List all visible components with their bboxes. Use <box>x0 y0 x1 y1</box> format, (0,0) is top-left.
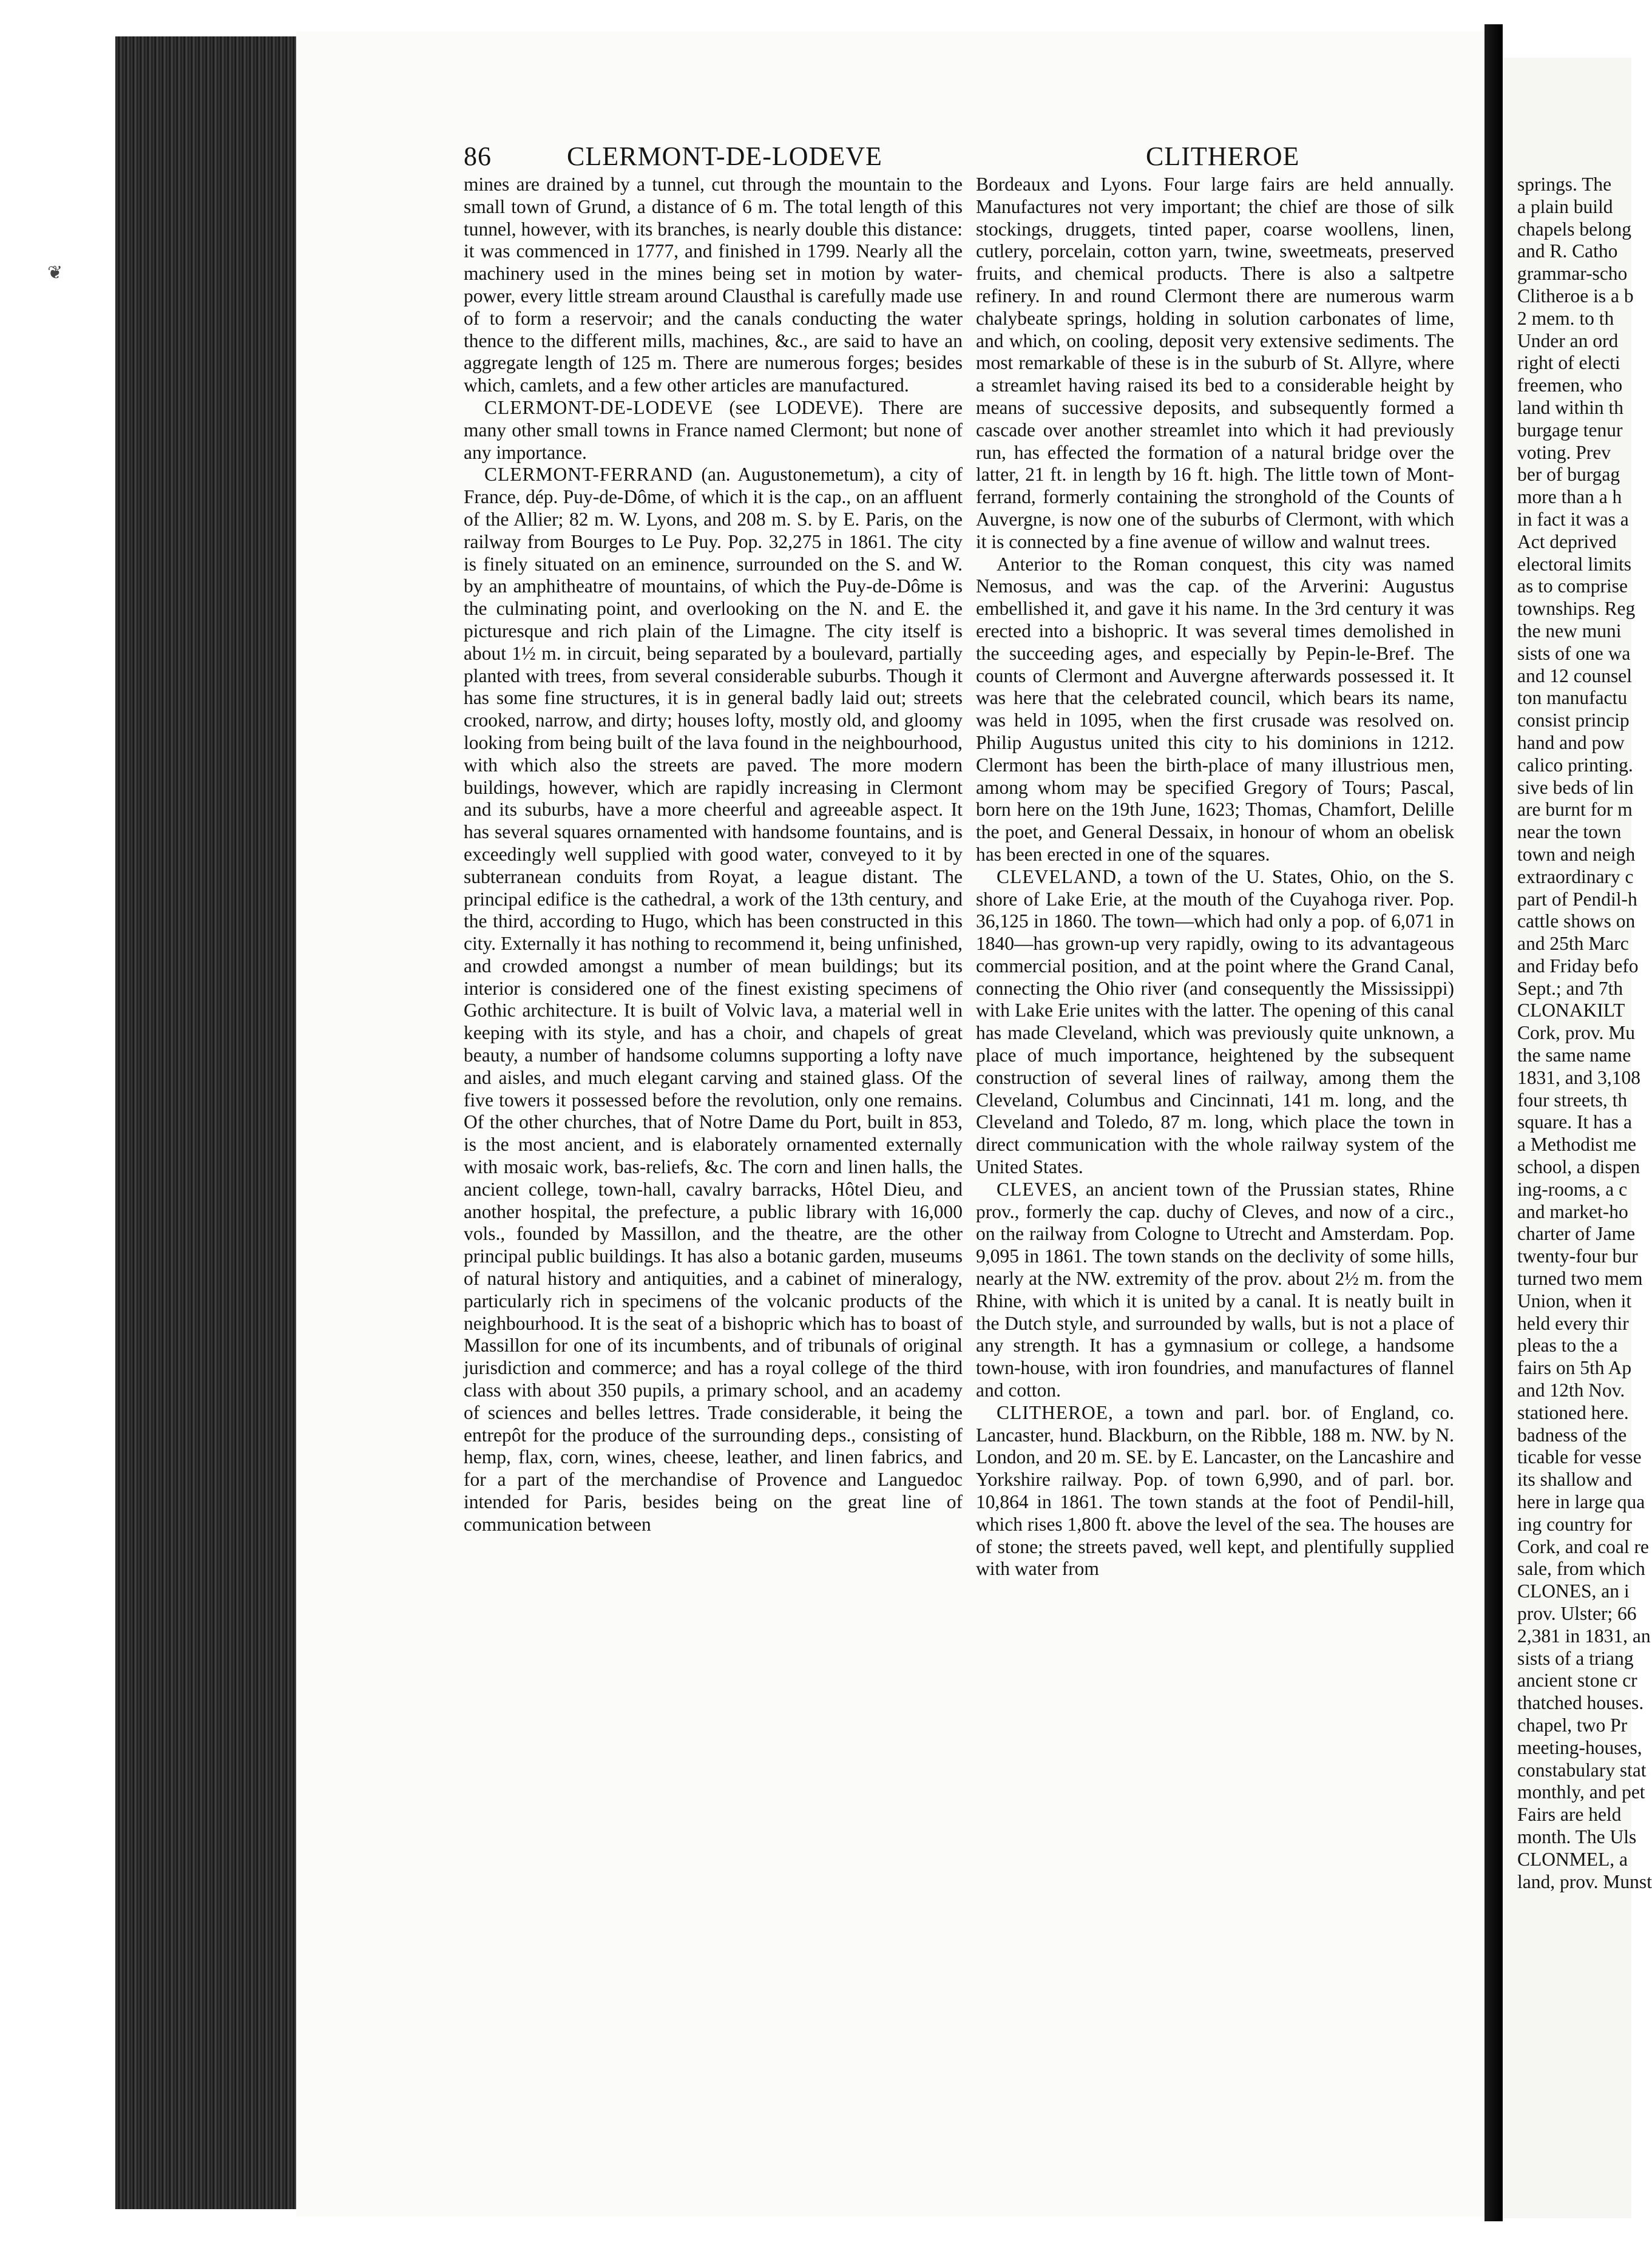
partial-line: sists of a triang <box>1517 1647 1634 1669</box>
partial-line: in fact it was a <box>1517 508 1629 530</box>
scan-speck: ❦ <box>47 263 63 283</box>
partial-line: more than a h <box>1517 486 1622 508</box>
partial-line: school, a dispen <box>1517 1156 1640 1178</box>
partial-line: Cork, prov. Mu <box>1517 1022 1635 1044</box>
entry-heading: CLERMONT-FERRAND <box>484 464 693 486</box>
partial-line: as to comprise <box>1517 575 1628 597</box>
partial-line: turned two mem <box>1517 1268 1643 1290</box>
partial-line: springs. The <box>1517 174 1612 195</box>
partial-line: CLONES, an i <box>1517 1580 1630 1602</box>
partial-line: sists of one wa <box>1517 642 1631 664</box>
partial-line: chapels belong <box>1517 218 1632 240</box>
partial-line: Cork, and coal re <box>1517 1535 1649 1557</box>
partial-line: and 25th Marc <box>1517 933 1629 955</box>
entry-heading: CLERMONT-DE-LODEVE <box>484 396 714 418</box>
paragraph: Anterior to the Roman conquest, this city was named Nemosus, and was the cap. of the Arverini: Augustus embellished it, and gave it his name. In the 3rd century it was erected into a bishopric. It was several times demolished in the succeeding ages, and especially by Pepin-le-Bref. The counts of Clermont and Auvergne afterwards possessed it. It was here that the celebrated council, which bears its name, was held in 1095, when the first crusade was resolved on. Philip Augustus united this city to his dominions in 1212. Clermont has been the birth-place of many illustrious men, among whom may be specified Gregory of Tours; Pascal, born here on the 19th June, 1623; Thomas, Chamfort, Delille the poet, and General Dessaix, in honour of whom an obelisk has been erected in one of the squares. <box>976 553 1454 865</box>
partial-line: ing-rooms, a c <box>1517 1178 1628 1200</box>
partial-line: calico printing. <box>1517 754 1633 776</box>
partial-line: four streets, th <box>1517 1089 1628 1111</box>
paragraph: Bordeaux and Lyons. Four large fairs are held annually. Manufactures not very important; the chief are those of silk stockings, druggets, tinted paper, coarse woollens, linen, cutlery, porcelain, cotton yarn, twine, sweetmeats, preserved fruits, and chemical products. There is also a saltpetre refinery. In and round Clermont there are numerous warm chalybeate springs, holding in solution carbonates of lime, and which, on cooling, deposit very extensive sediments. The most remarkable of these is in the suburb of St. Allyre, where a streamlet having raised its bed to a considerable height by means of successive deposits, and subsequently formed a cascade over another streamlet into which it had previously run, has effected the formation of a natural bridge over the latter, 21 ft. in length by 16 ft. high. The little town of Mont-ferrand, formerly containing the stronghold of the Counts of Auvergne, is now one of the suburbs of Clermont, with which it is connected by a fine avenue of willow and walnut trees. <box>976 174 1454 552</box>
partial-line: and 12th Nov. <box>1517 1380 1625 1401</box>
partial-line: sale, from which <box>1517 1558 1645 1580</box>
partial-line: held every thir <box>1517 1312 1629 1334</box>
partial-line: part of Pendil-h <box>1517 888 1637 910</box>
paragraph: mines are drained by a tunnel, cut through the mountain to the small town of Grund, a distance of 6 m. The total length of this tunnel, however, with its branches, is nearly double this distance: it was commenced in 1777, and finished in 1799. Nearly all the machinery used in the mines being set in motion by water-power, every little stream around Clausthal is carefully made use of to form a reservoir; and the canals conducting the water thence to the different mills, machines, &c., are said to have an aggregate length of 125 m. There are numerous forges; besides which, camlets, and a few other articles are manufactured. <box>464 174 963 396</box>
text-column-right <box>976 174 1454 1580</box>
partial-line: townships. Reg <box>1517 598 1636 620</box>
partial-line: month. The Uls <box>1517 1826 1637 1847</box>
paragraph: CLERMONT-DE-LODEVE (see LODEVE). There are many other small towns in France named Clermont; but none of any importance. <box>464 396 963 463</box>
paragraph: CLITHEROE, a town and parl. bor. of England, co. Lancaster, hund. Blackburn, on the Ribble, 188 m. NW. by N. London, and 20 m. SE. by E. Lancaster, on the Lancashire and Yorkshire railway. Pop. of town 6,990, and of parl. bor. 10,864 in 1861. The town stands at the foot of Pendil-hill, which rises 1,800 ft. above the level of the sea. The houses are of stone; the streets paved, well kept, and plentifully supplied with water from <box>976 1401 1454 1580</box>
partial-line: and R. Catho <box>1517 240 1618 262</box>
running-head-left: CLERMONT-DE-LODEVE <box>567 141 882 171</box>
partial-line: twenty-four bur <box>1517 1245 1638 1267</box>
partial-line: charter of Jame <box>1517 1223 1636 1245</box>
partial-line: voting. Prev <box>1517 441 1611 463</box>
partial-line: ing country for <box>1517 1513 1632 1535</box>
partial-line: square. It has a <box>1517 1111 1632 1133</box>
partial-line: consist princip <box>1517 709 1630 731</box>
partial-line: electoral limits <box>1517 553 1632 575</box>
partial-line: land within th <box>1517 396 1623 418</box>
partial-line: ton manufactu <box>1517 687 1628 709</box>
partial-line: grammar-scho <box>1517 263 1628 285</box>
partial-line: near the town <box>1517 821 1622 843</box>
partial-line: chapel, two Pr <box>1517 1714 1628 1736</box>
partial-line: 1831, and 3,108 <box>1517 1066 1640 1088</box>
partial-line: thatched houses. <box>1517 1692 1644 1714</box>
partial-line: and Friday befo <box>1517 955 1639 977</box>
book-gutter <box>1484 24 1503 2221</box>
partial-line: here in large qua <box>1517 1491 1645 1513</box>
partial-line: Act deprived <box>1517 530 1617 552</box>
partial-line: pleas to the a <box>1517 1335 1618 1356</box>
paragraph: CLEVES, an ancient town of the Prussian states, Rhine prov., formerly the cap. duchy of Cleves, and now of a circ., on the railway from Cologne to Utrecht and Amsterdam. Pop. 9,095 in 1861. The town stands on the declivity of some hills, nearly at the NW. extremity of the prov. about 2½ m. from the Rhine, with which it is united by a canal. It is neatly built in the Dutch style, and surrounded by walls, but is not a place of any strength. It has a gymnasium or college, a handsome town-house, with iron foundries, and manufactures of flannel and cotton. <box>976 1178 1454 1401</box>
partial-line: the same name <box>1517 1044 1631 1066</box>
partial-line: prov. Ulster; 66 <box>1517 1603 1637 1624</box>
partial-line: freemen, who <box>1517 374 1623 396</box>
text-column-left <box>464 174 963 1536</box>
partial-line: badness of the <box>1517 1424 1627 1446</box>
partial-line: are burnt for m <box>1517 799 1633 821</box>
running-head-right: CLITHEROE <box>1146 141 1300 171</box>
entry-heading: CLEVES <box>997 1178 1073 1200</box>
partial-line: its shallow and <box>1517 1469 1632 1491</box>
partial-line: extraordinary c <box>1517 865 1634 887</box>
partial-line: Union, when it <box>1517 1290 1632 1312</box>
partial-line: stationed here. <box>1517 1401 1629 1423</box>
partial-line: 2,381 in 1831, an <box>1517 1625 1651 1647</box>
partial-line: CLONMEL, a <box>1517 1848 1628 1870</box>
partial-line: Clitheroe is a b <box>1517 285 1634 306</box>
partial-line: and market-ho <box>1517 1200 1628 1222</box>
entry-heading: CLITHEROE <box>997 1401 1108 1423</box>
partial-line: ancient stone cr <box>1517 1670 1637 1691</box>
entry-heading: CLEVELAND <box>997 865 1117 887</box>
partial-line: and 12 counsel <box>1517 665 1632 686</box>
partial-line: monthly, and pet <box>1517 1781 1645 1803</box>
partial-line: burgage tenur <box>1517 419 1623 441</box>
paragraph: CLERMONT-FERRAND (an. Augustonemetum), a city of France, dép. Puy-de-Dôme, of which it is the cap., on an affluent of the Allier; 82 m. W. Lyons, and 208 m. S. by E. Paris, on the railway from Bourges to Le Puy. Pop. 32,275 in 1861. The city is finely situated on an eminence, surrounded on the S. and W. by an amphitheatre of mountains, of which the Puy-de-Dôme is the culminating point, and overlooking on the N. and E. the picturesque and rich plain of the Limagne. The city itself is about 1½ m. in circuit, being separated by a boulevard, partially planted with trees, from several considerable suburbs. Though it has some fine structures, it is in general badly laid out; streets crooked, narrow, and dirty; houses lofty, mostly old, and gloomy looking from being built of the lava found in the neighbourhood, with which also the streets are paved. The more modern buildings, however, which are rapidly increasing in Clermont and its suburbs, have a more cheerful and agreeable aspect. It has several squares ornamented with handsome fountains, and is exceedingly well supplied with good water, conveyed to it by subterranean conduits from Royat, a league distant. The principal edifice is the cathedral, a work of the 13th century, and the third, according to Hugo, which has been constructed in this city. Externally it has nothing to recommend it, being unfinished, and crowded amongst a number of mean buildings; but its interior is considered one of the finest existing specimens of Gothic architecture. It is built of Volvic lava, a material well in keeping with its style, and has a choir, and chapels of great beauty, a number of handsome columns supporting a lofty nave and aisles, and much elegant carving and stained glass. Of the five towers it possessed before the revolution, only one remains. Of the other churches, that of Notre Dame du Port, built in 853, is the most ancient, and is elaborately ornamented externally with mosaic work, bas-reliefs, &c. The corn and linen halls, the ancient college, town-hall, cavalry barracks, Hôtel Dieu, and another hospital, the prefecture, a public library with 16,000 vols., founded by Massillon, and the theatre, are the other principal public buildings. It has also a botanic garden, museums of natural history and antiquities, and a cabinet of mineralogy, particularly rich in specimens of the volcanic products of the neighbourhood. It is the seat of a bishopric which has to boast of Massillon for one of its incumbents, and of tribunals of original jurisdiction and commerce; and has a royal college of the third class with about 350 pupils, a primary school, and an academy of sciences and belles lettres. Trade considerable, it being the entrepôt for the produce of the surrounding deps., consisting of hemp, flax, corn, wines, cheese, leather, and linen fabrics, and for a part of the merchandise of Provence and Languedoc intended for Paris, besides being on the great line of communication between <box>464 464 963 1535</box>
partial-line: a Methodist me <box>1517 1134 1636 1156</box>
partial-line: Fairs are held <box>1517 1804 1622 1826</box>
text-column-partial <box>1517 174 1651 1893</box>
partial-line: ber of burgag <box>1517 464 1620 486</box>
partial-line: ticable for vesse <box>1517 1446 1642 1468</box>
partial-line: cattle shows on <box>1517 910 1636 932</box>
partial-line: sive beds of lin <box>1517 776 1634 798</box>
partial-line: hand and pow <box>1517 731 1625 753</box>
paragraph: CLEVELAND, a town of the U. States, Ohio, on the S. shore of Lake Erie, at the mouth of the Cuyahoga river. Pop. 36,125 in 1860. The town—which had only a pop. of 6,071 in 1840—has grown-up very rapidly, owing to its advantageous commercial position, and at the point where the Grand Canal, connecting the Ohio river (and consequently the Mississippi) with Lake Erie unites with the latter. The opening of this canal has made Cleveland, which was previously quite unknown, a place of much importance, heightened by the subsequent construction of several lines of railway, among them the Cleveland, Columbus and Cincinnati, 141 m. long, and the Cleveland and Toledo, 87 m. long, which place the town in direct communication with the whole railway system of the United States. <box>976 865 1454 1178</box>
partial-line: meeting-houses, <box>1517 1736 1642 1758</box>
partial-line: land, prov. Munst <box>1517 1871 1652 1892</box>
partial-line: the new muni <box>1517 620 1622 642</box>
partial-line: CLONAKILT <box>1517 1000 1625 1021</box>
book-page-edges <box>115 36 297 2209</box>
partial-line: a plain build <box>1517 195 1613 217</box>
page-number: 86 <box>464 141 492 171</box>
partial-line: 2 mem. to th <box>1517 307 1614 329</box>
partial-line: town and neigh <box>1517 843 1636 865</box>
partial-line: Sept.; and 7th <box>1517 977 1623 999</box>
scan-background <box>0 0 115 2248</box>
partial-line: Under an ord <box>1517 330 1619 351</box>
partial-line: fairs on 5th Ap <box>1517 1357 1632 1379</box>
partial-line: constabulary stat <box>1517 1759 1647 1781</box>
partial-line: right of electi <box>1517 352 1620 374</box>
